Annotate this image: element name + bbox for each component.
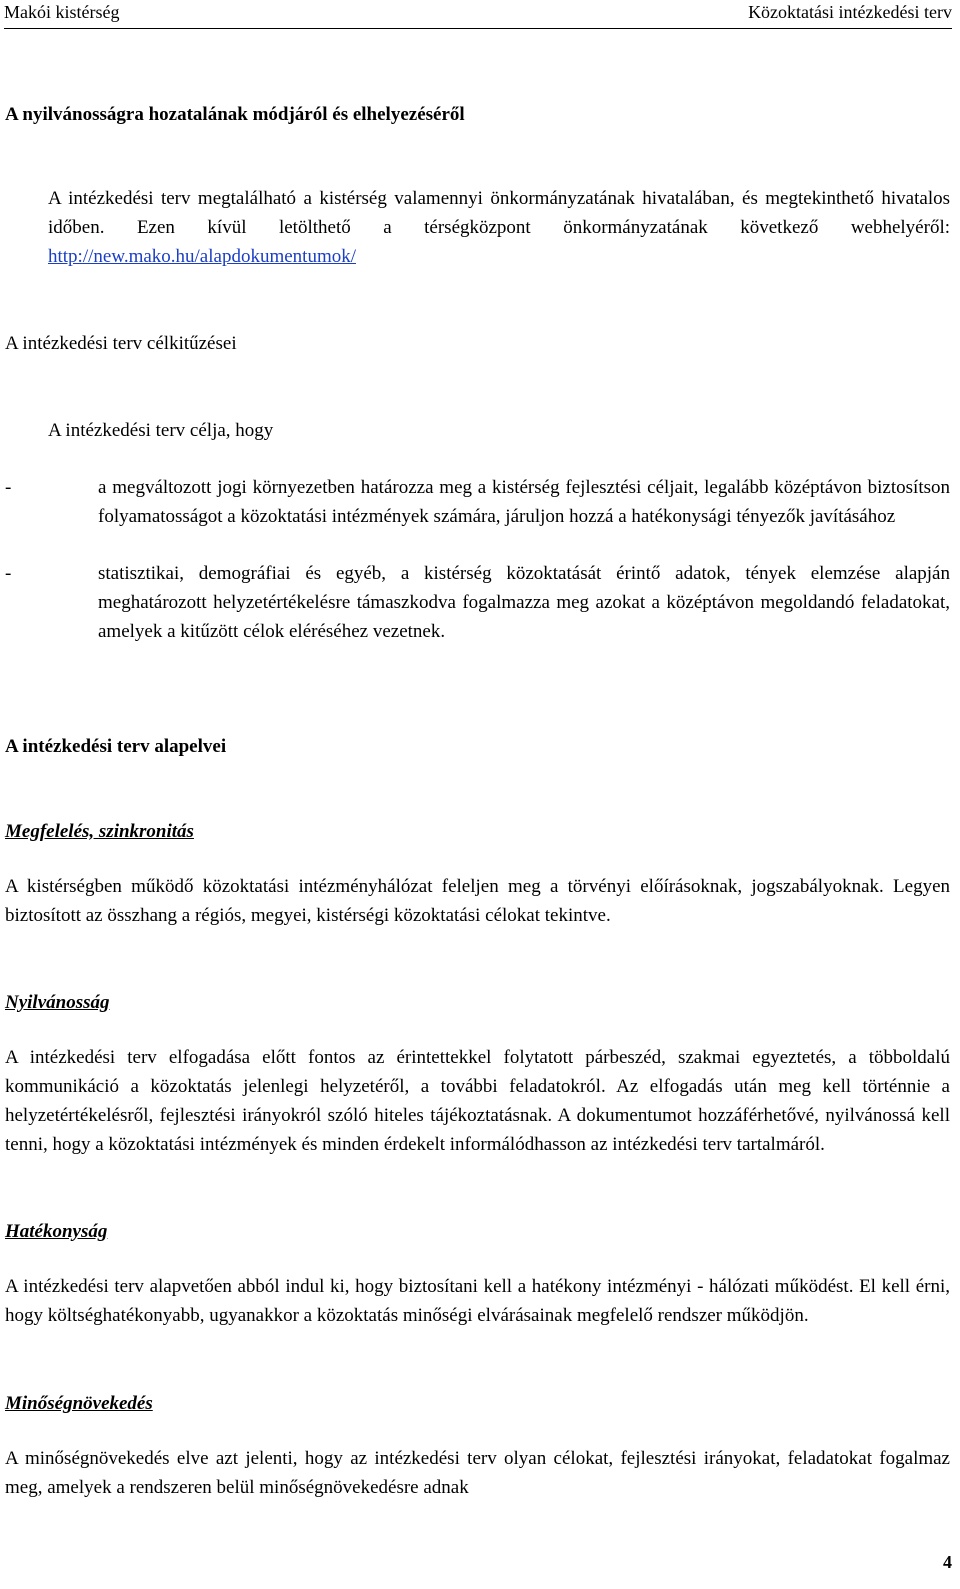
bullet-dash: -: [5, 563, 12, 584]
header-right-text: Közoktatási intézkedési terv: [748, 2, 952, 22]
subsection-text-minosegnovekedes: A minőségnövekedés elve azt jelenti, hogy az intézkedési terv olyan célokat, fejlesztési irányokat, feladatokat fogalmaz meg, amelyek a rendszeren belül minőségnövekedésre adnak: [5, 1448, 950, 1498]
subsection-text-nyilvanossag: A intézkedési terv elfogadása előtt fontos az érintettekkel folytatott párbeszéd, szakmai egyeztetés, a többoldalú kommunikáció a közoktatás jelenlegi helyzetéről, a további feladatokról. Az elfogadás után meg kell történnie a helyzetértékelésről, fejlesztési irányokról szóló hiteles tájékoztatásnak. A dokumentumot hozzáférhetővé, nyilvánossá kell tenni, hogy a közoktatási intézmények és minden érdekelt informálódhasson az intézkedési terv tartalmáról.: [5, 1047, 950, 1155]
subsection-text-hatekonysag: A intézkedési terv alapvetően abból indul ki, hogy biztosítani kell a hatékony intézményi - hálózati működést. El kell érni, hogy költséghatékonyabb, ugyanakkor a közoktatás minőségi elvárásainak megfelelő rendszer működjön.: [5, 1276, 950, 1326]
page-number: 4: [943, 1552, 952, 1572]
bullet-dash: -: [5, 477, 12, 498]
subsection-heading-hatekonysag: Hatékonyság: [5, 1221, 108, 1242]
bullet-text: a megváltozott jogi környezetben határozza meg a kistérség fejlesztési céljait, legalább középtávon biztosítson folyamatosságot a közoktatási intézmények számára, járuljon hozzá a hatékonysági tényezők javításához: [98, 477, 950, 527]
list-item: [5, 559, 950, 646]
section2-title: A intézkedési terv célkitűzései: [5, 333, 237, 354]
section1-title: A nyilvánosságra hozatalának módjáról és elhelyezéséről: [5, 104, 465, 125]
section3-title: A intézkedési terv alapelvei: [5, 736, 227, 757]
section2-intro: A intézkedési terv célja, hogy: [48, 420, 274, 441]
page-header: [4, 0, 952, 30]
mako-website-link[interactable]: http://new.mako.hu/alapdokumentumok/: [48, 246, 356, 267]
subsection-heading-nyilvanossag: Nyilvánosság: [5, 992, 110, 1013]
subsection-text-megfeleles: A kistérségben működő közoktatási intézményhálózat feleljen meg a törvényi előírásoknak, jogszabályoknak. Legyen biztosított az összhang a régiós, megyei, kistérségi közoktatási célokat tekintve.: [5, 876, 950, 926]
header-divider: [4, 28, 952, 29]
bullet-text: statisztikai, demográfiai és egyéb, a kistérség közoktatását érintő adatok, tények elemzése alapján meghatározott helyzetértékelésre támaszkodva fogalmazza meg azokat a középtávon megoldandó feladatokat, amelyek a kitűzött célok eléréséhez vezetnek.: [98, 563, 950, 642]
subsection-heading-megfeleles: Megfelelés, szinkronitás: [5, 821, 194, 842]
header-left-text: Makói kistérség: [4, 2, 120, 22]
list-item: [5, 473, 950, 531]
section1-paragraph-text: A intézkedési terv megtalálható a kistérség valamennyi önkormányzatának hivatalában, és megtekinthető hivatalos időben. Ezen kívül letölthető a térségközpont önkormányzatának következő webhelyéről:: [48, 188, 950, 238]
subsection-heading-minosegnovekedes: Minőségnövekedés: [5, 1393, 153, 1414]
section1-paragraph: [48, 184, 950, 271]
